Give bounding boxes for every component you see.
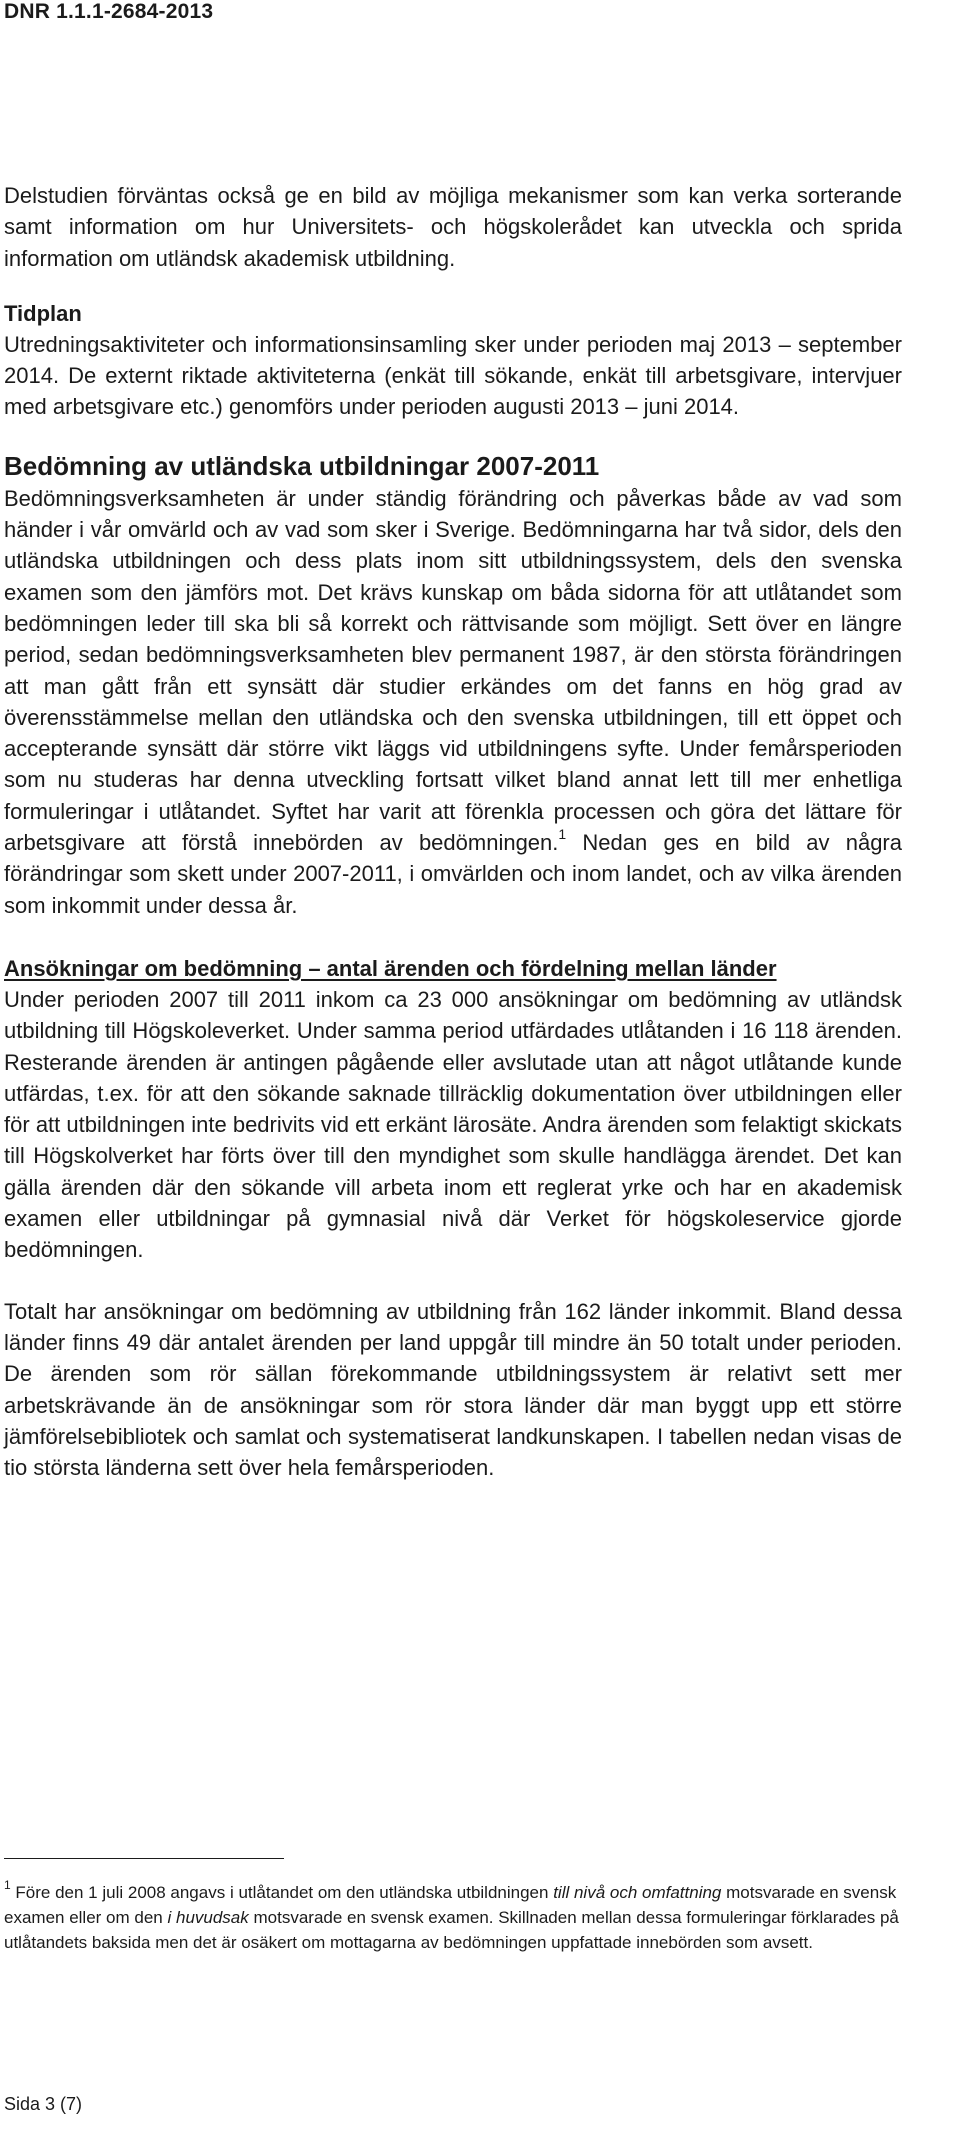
bedomning-text-part2: Nedan ges en bild av några förändringar som skett under 2007-2011, i omvärlden och inom landet, och av vilka ärenden som inkommit under dessa år. [4, 830, 902, 918]
bedomning-heading: Bedömning av utländska utbildningar 2007-2011 [4, 450, 600, 481]
document-number: DNR 1.1.1-2684-2013 [4, 0, 214, 23]
ansokningar-paragraph-1: Under perioden 2007 till 2011 inkom ca 23 000 ansökningar om bedömning av utländsk utbildning till Högskoleverket. Under samma period utfärdades utlåtanden i 16 118 ärenden. Resterande ärenden är antingen pågående eller avslutade utan att något utlåtande kunde utfärdas, t.ex. för att den sökande saknade tillräcklig dokumentation över utbildningen eller för att utbildningen inte bedrivits vid ett erkänt lärosäte. Andra ärenden som felaktigt skickats till Högskolverket har förts över till den myndighet som skulle handlägga ärendet. Det kan gälla ärenden där den sökande vill arbeta inom ett reglerat yrke och har en akademisk examen eller utbildningar på gymnasial nivå där Verket för högskoleservice gjorde bedömningen. [4, 986, 902, 1263]
bedomning-text-part1: Bedömningsverksamheten är under ständig förändring och påverkas både av vad som händer i vår omvärld och av vad som sker i Sverige. Bedömningarna har två sidor, dels den utländska utbildningen och dess plats inom sitt utbildningssystem, dels den svenska examen som den jämförs mot. Det krävs kunskap om båda sidorna för att utlåtandet som bedömningen leder till ska bli så korrekt och rättvisande som möjligt. Sett över en längre period, sedan bedömningsverksamheten blev permanent 1987, är den största förändringen att man gått från ett synsätt där studier erkändes om det fanns en hög grad av överensstämmelse mellan den utländska och den svenska utbildningen, till ett öppet och accepterande synsätt där större vikt läggs vid utbildningens syfte. Under femårsperioden som nu studeras har denna utveckling fortsatt vilket bland annat lett till mer enhetliga formuleringar i utlåtandet. Syftet har varit att förenkla processen och göra det lättare för arbetsgivare att förstå innebörden av bedömningen. [4, 485, 902, 856]
footnote-italic-2: i huvudsak [167, 1908, 249, 1927]
tidplan-heading: Tidplan [4, 300, 82, 326]
footnote-italic-1: till nivå och omfattning [553, 1883, 722, 1902]
footnote-reference: 1 [558, 825, 567, 842]
footnote-text-1: Före den 1 juli 2008 angavs i utlåtandet om den utländska utbildningen [10, 1883, 554, 1902]
paragraph-spacer [4, 1266, 902, 1296]
ansokningar-heading: Ansökningar om bedömning – antal ärenden och fördelning mellan länder [4, 955, 777, 981]
footnote-text-3: motsvarade en svensk examen. Skillnaden mellan dessa formuleringar förklarades på utlåtandets baksida men det är osäkert om mottagarna av bedömningen uppfattade innebörden som avsett. [4, 1908, 899, 1952]
tidplan-paragraph: Utredningsaktiviteter och informationsinsamling sker under perioden maj 2013 – september 2014. De externt riktade aktiviteterna (enkät till sökande, enkät till arbetsgivare, intervjuer med arbetsgivare etc.) genomförs under perioden augusti 2013 – juni 2014. [4, 331, 902, 420]
intro-paragraph: Delstudien förväntas också ge en bild av möjliga mekanismer som kan verka sorterande samt information om hur Universitets- och högskolerådet kan utveckla och sprida information om utländsk akademisk utbildning. [4, 183, 902, 271]
footnote-text-2: motsvarade en svensk examen eller om den [4, 1883, 897, 1927]
footnote-number: 1 [4, 1878, 11, 1893]
footnote [4, 1880, 902, 1955]
page-number: Sida 3 (7) [4, 2094, 83, 2114]
bedomning-paragraph [4, 483, 902, 921]
ansokningar-paragraph-2: Totalt har ansökningar om bedömning av utbildning från 162 länder inkommit. Bland dessa länder finns 49 där antalet ärenden per land uppgår till mindre än 50 totalt under perioden. De ärenden som rör sällan förekommande utbildningssystem är relativt sett mer arbetskrävande än de ansökningar som rör stora länder där man byggt upp ett större jämförelsebibliotek och samlat och systematiserat landkunskapen. I tabellen nedan visas de tio största länderna sett över hela femårsperioden. [4, 1298, 902, 1481]
footnote-separator [4, 1858, 284, 1859]
page-content [4, 180, 902, 1483]
